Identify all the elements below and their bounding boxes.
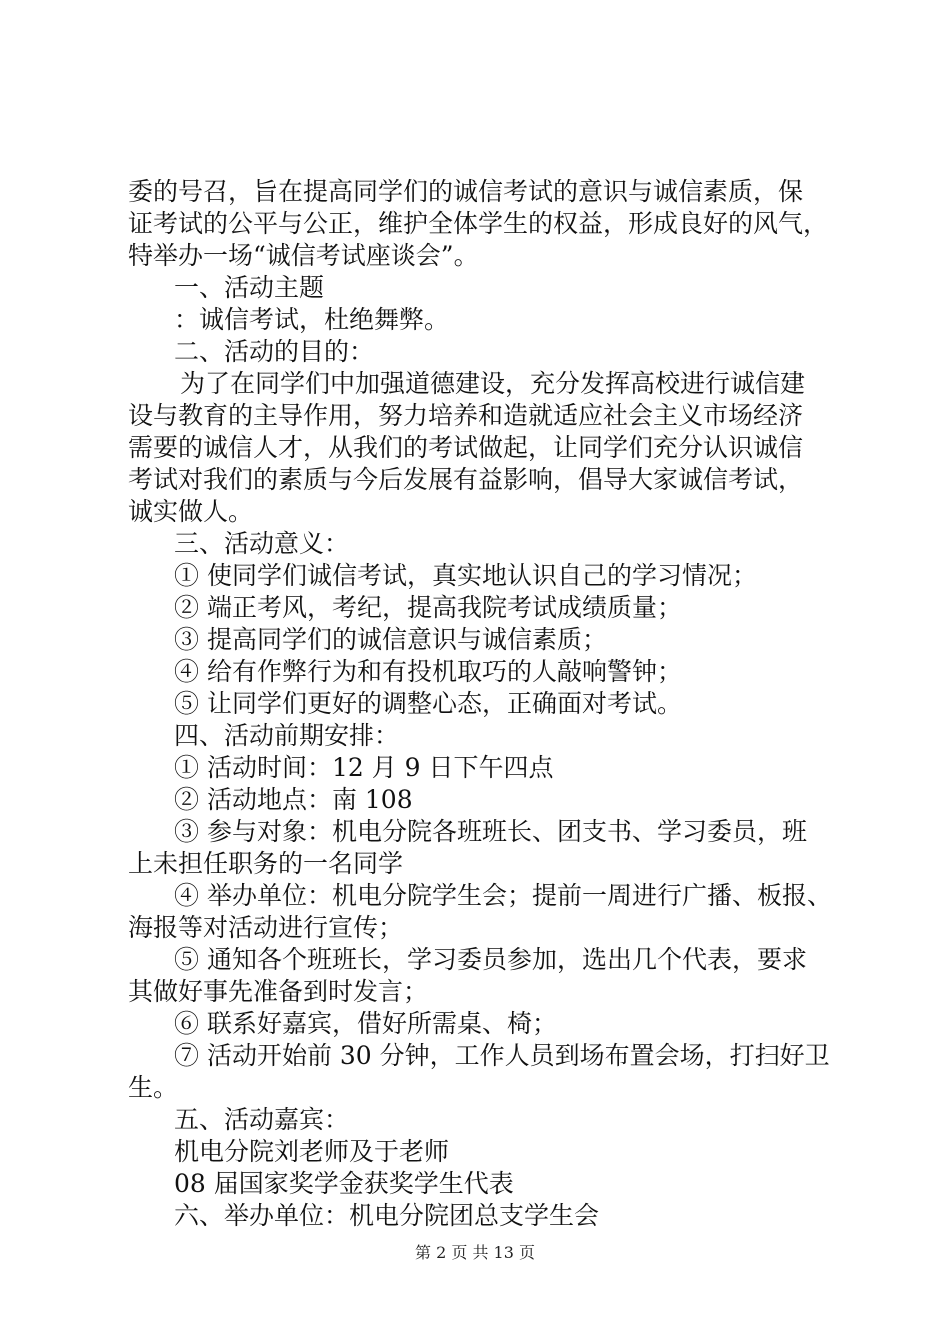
section-heading: 五、活动嘉宾： <box>174 1105 350 1134</box>
list-item: ③ 提高同学们的诚信意识与诚信素质； <box>174 625 607 654</box>
list-item: ① 使同学们诚信考试，真实地认识自己的学习情况； <box>174 561 757 590</box>
list-item: ① 活动时间：12 月 9 日下午四点 <box>174 753 554 782</box>
list-item: ⑥ 联系好嘉宾，借好所需桌、椅； <box>174 1009 557 1038</box>
paragraph-line: 机电分院刘老师及于老师 <box>174 1137 450 1166</box>
list-item: ④ 给有作弊行为和有投机取巧的人敲响警钟； <box>174 657 682 686</box>
paragraph-line: 08 届国家奖学金获奖学生代表 <box>174 1169 514 1198</box>
paragraph-line: 为了在同学们中加强道德建设，充分发挥高校进行诚信建 <box>180 369 806 398</box>
list-item: ④ 举办单位：机电分院学生会；提前一周进行广播、板报、 <box>174 881 832 910</box>
section-heading: 二、活动的目的： <box>174 337 375 366</box>
list-item: ③ 参与对象：机电分院各班班长、团支书、学习委员，班 <box>174 817 807 846</box>
section-heading: 六、举办单位：机电分院团总支学生会 <box>174 1201 600 1230</box>
list-item: ⑦ 活动开始前 30 分钟，工作人员到场布置会场，打扫好卫 <box>174 1041 830 1070</box>
list-item-continuation: 生。 <box>128 1073 179 1102</box>
paragraph-line: 诚实做人。 <box>128 497 254 526</box>
section-heading: 三、活动意义： <box>174 529 350 558</box>
list-item-continuation: 海报等对活动进行宣传； <box>128 913 404 942</box>
paragraph-line: 设与教育的主导作用，努力培养和造就适应社会主义市场经济 <box>128 401 804 430</box>
page-number-footer: 第 2 页 共 13 页 <box>415 1243 535 1262</box>
list-item-continuation: 上未担任职务的一名同学 <box>128 849 404 878</box>
paragraph-line: 需要的诚信人才，从我们的考试做起，让同学们充分认识诚信 <box>128 433 804 462</box>
list-item: ② 活动地点：南 108 <box>174 785 413 814</box>
section-heading: 四、活动前期安排： <box>174 721 400 750</box>
list-item: ② 端正考风，考纪，提高我院考试成绩质量； <box>174 593 682 622</box>
paragraph-line: 考试对我们的素质与今后发展有益影响，倡导大家诚信考试， <box>128 465 804 494</box>
paragraph-line: 证考试的公平与公正，维护全体学生的权益，形成良好的风气， <box>128 209 829 238</box>
list-item: ⑤ 通知各个班班长，学习委员参加，选出几个代表，要求 <box>174 945 807 974</box>
paragraph-line: 特举办一场“诚信考试座谈会”。 <box>128 241 479 270</box>
paragraph-line: 委的号召，旨在提高同学们的诚信考试的意识与诚信素质，保 <box>128 177 804 206</box>
list-item-continuation: 其做好事先准备到时发言； <box>128 977 429 1006</box>
list-item: ⑤ 让同学们更好的调整心态，正确面对考试。 <box>174 689 682 718</box>
section-heading: 一、活动主题 <box>174 273 325 302</box>
paragraph-line: ：诚信考试，杜绝舞弊。 <box>174 305 450 334</box>
